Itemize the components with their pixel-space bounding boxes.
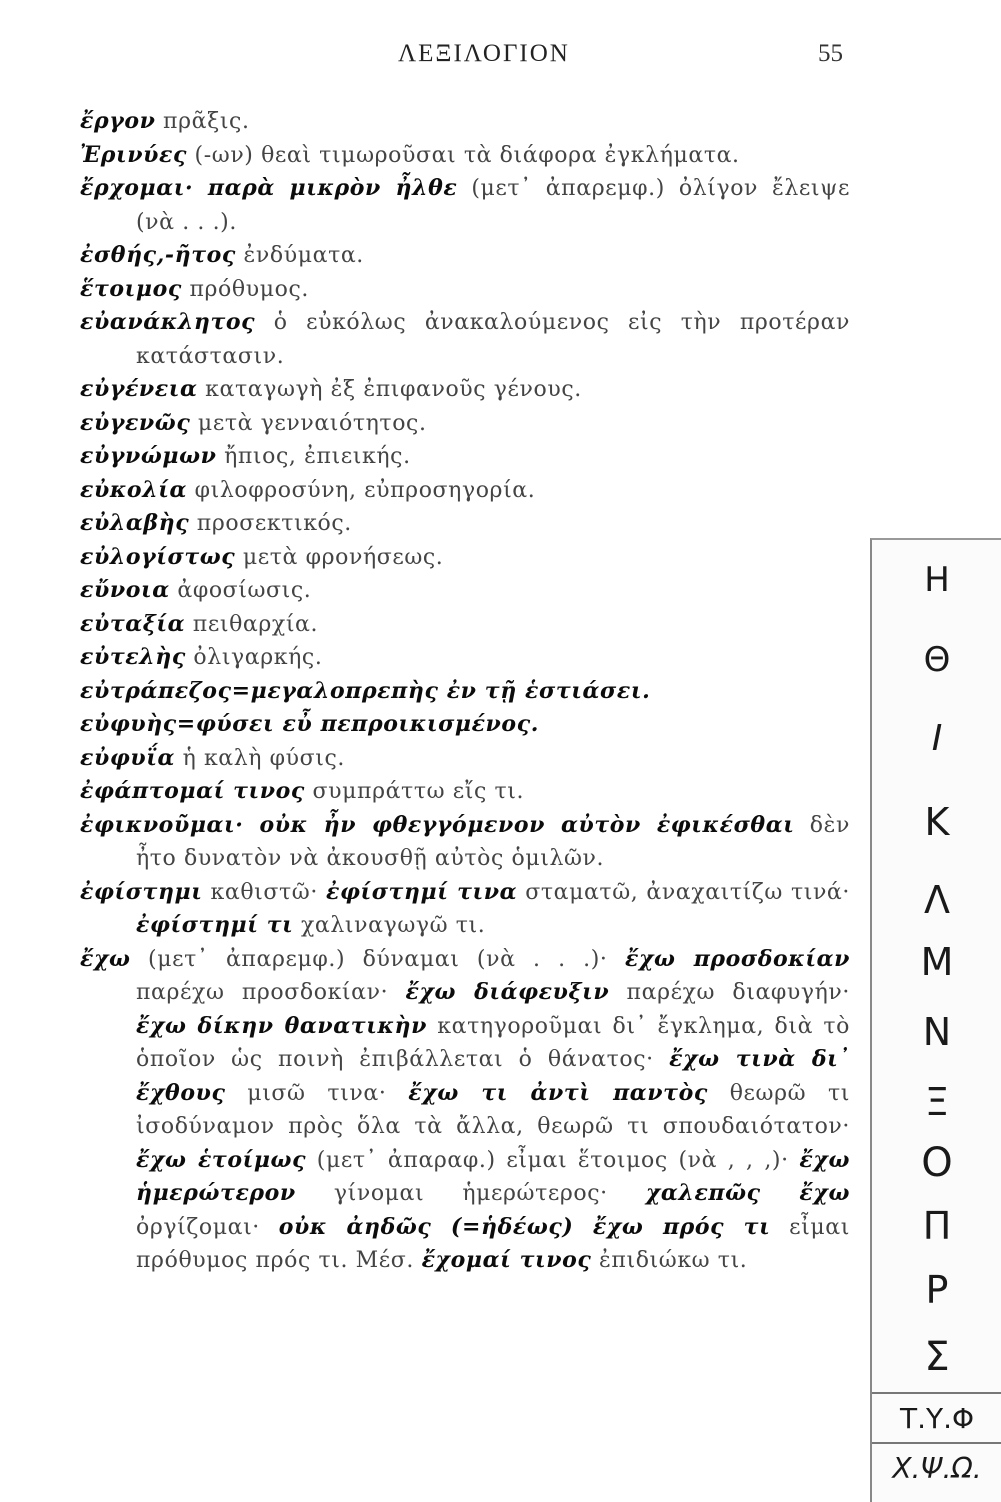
headword: εὐκολία [80, 476, 188, 503]
definition: καταγωγὴ ἐξ ἐπιφανοῦς γένους. [197, 377, 582, 402]
definition-text: καθιστῶ· [202, 879, 326, 905]
definition: πρόθυμος. [181, 276, 309, 302]
definition: συμπράττω εἴς τι. [304, 779, 525, 804]
headword: Ἐρινύες [80, 141, 187, 168]
definition-text: (μετ᾽ ἀπαραφ.) εἶμαι ἕτοιμος (νὰ , , ,)· [306, 1147, 800, 1173]
phrase: ἔχω δίκην θανατικὴν [136, 1012, 427, 1039]
definition: ἤπιος, ἐπιεικής. [216, 444, 411, 469]
thumb-index-tabs [870, 538, 1001, 1502]
definition-text: κατηγοροῦμαι δι᾽ ἔγκλημα, διὰ τὸ ὁποῖον ὡς ποινὴ ἐπιβάλλεται ὁ θάνατος· [136, 1013, 850, 1072]
entry-eulabes [80, 507, 850, 541]
definition: (μετ᾽ ἀπαρεμφ.) ὀλίγον ἔλειψε (νὰ . . .). [136, 176, 850, 235]
definition: μετὰ γενναιότητος. [190, 410, 427, 436]
page-number: 55 [818, 40, 843, 67]
headword: ἐφίστημι [80, 878, 203, 905]
entry-erchomai [80, 172, 850, 239]
definition-text: εἶμαι πρόθυμος πρός τι. Μέσ. [136, 1214, 850, 1273]
definition: πειθαρχία. [185, 611, 319, 637]
headword: ἔργον [80, 108, 156, 134]
phrase: ἔχω τι ἀντὶ παντὸς [408, 1079, 708, 1106]
definition-text: ὀργίζομαι· [136, 1214, 279, 1240]
entry-euphyes [80, 708, 850, 742]
index-tab-sigma[interactable]: Σ [924, 1334, 950, 1380]
definition-text: ἐπιδιώκω τι. [591, 1248, 748, 1273]
entry-etoimos [80, 273, 850, 307]
index-tab-omicron[interactable]: Ο [921, 1140, 953, 1186]
headword: εὐτελὴς [80, 644, 186, 670]
headword: εὐλογίστως [80, 543, 236, 570]
headword: εὔνοια [80, 577, 170, 603]
definition-text: (μετ᾽ ἀπαρεμφ.) δύναμαι (νὰ . . .)· [130, 946, 625, 972]
definition: φιλοφροσύνη, εὐπροσηγορία. [187, 477, 536, 503]
headword: εὐγενῶς [80, 409, 191, 436]
definition: προσεκτικός. [189, 511, 352, 536]
running-title: ΛΕΞΙΛΟΓΙΟΝ [398, 40, 570, 67]
definition: ὁ εὐκόλως ἀνακαλούμενος εἰς τὴν προτέραν κατάστασιν. [136, 310, 850, 369]
headword: ἐσθής,-ῆτος [80, 242, 236, 268]
headword: εὐφυὴς=φύσει εὖ πεπροικισμένος. [80, 711, 539, 737]
headword: εὐλαβὴς [80, 510, 190, 536]
tab-divider [872, 1392, 1001, 1394]
index-tab-iota[interactable]: Ι [931, 718, 943, 759]
index-tab-eta[interactable]: Η [924, 560, 950, 600]
entry-euanakletos [80, 306, 850, 373]
entry-eugeneia [80, 373, 850, 407]
headword: ἕτοιμος [80, 275, 182, 302]
entry-eulogistos [80, 541, 850, 575]
entry-ephaptomai [80, 775, 850, 809]
headword: εὐτράπεζος=μεγαλοπρεπὴς ἐν τῇ ἑστιάσει. [80, 677, 651, 704]
phrase: ἔχω τινὰ δι᾽ ἔχθους [136, 1046, 850, 1106]
definition-text: σταματῶ, ἀναχαιτίζω τινά· [517, 879, 850, 905]
definition-text: παρέχω διαφυγήν· [609, 980, 850, 1005]
phrase: ἔχω ἑτοίμως [136, 1146, 307, 1173]
definition: μετὰ φρονήσεως. [235, 544, 444, 570]
phrase: χαλεπῶς ἔχω [645, 1180, 850, 1206]
definition-text: θεωρῶ τι ἰσοδύναμον πρὸς ὅλα τὰ ἄλλα, θεωρῶ τι σπουδαιότατον· [136, 1080, 850, 1139]
definition-text: χαλιναγωγῶ τι. [293, 913, 486, 938]
index-tab-lambda[interactable]: Λ [924, 878, 950, 922]
definition-text: μισῶ τινα· [225, 1080, 409, 1106]
phrase: ἐφίστημί τινα [325, 878, 518, 905]
headword: εὐφυΐα [80, 744, 175, 771]
headword: ἔχω [80, 945, 131, 972]
entry-eunoia [80, 574, 850, 608]
headword: εὐγνώμων [80, 443, 217, 469]
phrase: ἔχω διάφευξιν [405, 979, 610, 1005]
index-tab-theta[interactable]: Θ [923, 640, 951, 680]
entry-echo [80, 943, 850, 1278]
index-tab-rho[interactable]: Ρ [925, 1268, 949, 1312]
headword: εὐγένεια [80, 376, 198, 402]
phrase: οὐκ ἀηδῶς (=ἡδέως) ἔχω πρός τι [278, 1213, 771, 1240]
index-tab-kappa[interactable]: Κ [924, 800, 950, 844]
tab-divider [872, 1442, 1001, 1444]
headword: ἐφικνοῦμαι· οὐκ ἦν φθεγγόμενον αὐτὸν ἐφικέσθαι [80, 811, 795, 838]
entry-ephistemi [80, 876, 850, 943]
definition: ἀφοσίωσις. [169, 578, 312, 603]
definition-text: γίνομαι ἡμερώτερος· [295, 1181, 646, 1206]
entry-eutaxia [80, 608, 850, 642]
definition: (-ων) θεαὶ τιμωροῦσαι τὰ διάφορα ἐγκλήματα. [186, 142, 740, 168]
definition: ἡ καλὴ φύσις. [174, 745, 346, 771]
entry-eugnomon [80, 440, 850, 474]
entry-eugenos [80, 407, 850, 441]
index-tab-mu[interactable]: Μ [920, 940, 954, 984]
phrase: ἔχω ἡμερώτερον [136, 1146, 850, 1206]
headword: εὐταξία [80, 610, 186, 637]
phrase: ἔχομαί τινος [421, 1247, 592, 1273]
entry-ergon [80, 105, 850, 139]
entry-ephiknoumai [80, 809, 850, 876]
entry-eutrapezos [80, 675, 850, 709]
entry-euphyia [80, 742, 850, 776]
definition-text: παρέχω προσδοκίαν· [136, 980, 406, 1005]
phrase: ἐφίστημί τι [136, 912, 294, 938]
definition: ἐνδύματα. [235, 243, 364, 268]
entry-erinyes [80, 139, 850, 173]
entry-eukolia [80, 474, 850, 508]
index-tab-pi[interactable]: Π [922, 1204, 952, 1248]
index-tab-nu[interactable]: Ν [922, 1010, 952, 1054]
phrase: ἔχω προσδοκίαν [624, 945, 850, 972]
definition: δὲν ἦτο δυνατὸν νὰ ἀκουσθῇ αὐτὸς ὁμιλῶν. [136, 812, 850, 871]
headword: εὐανάκλητος [80, 309, 256, 335]
index-tab-tau-upsilon-phi[interactable]: Τ.Υ.Φ [899, 1402, 975, 1435]
headword: ἔρχομαι· παρὰ μικρὸν ἦλθε [80, 175, 458, 201]
definition: ὀλιγαρκής. [185, 645, 323, 670]
entry-esthis [80, 239, 850, 273]
index-tab-xi[interactable]: Ξ [924, 1080, 949, 1124]
entry-euteles [80, 641, 850, 675]
page-header [0, 40, 1001, 80]
definition: πρᾶξις. [155, 109, 250, 134]
glossary-entries [80, 105, 850, 1278]
index-tab-chi-psi-omega[interactable]: Χ.Ψ.Ω. [892, 1452, 982, 1485]
headword: ἐφάπτομαί τινος [80, 778, 305, 804]
